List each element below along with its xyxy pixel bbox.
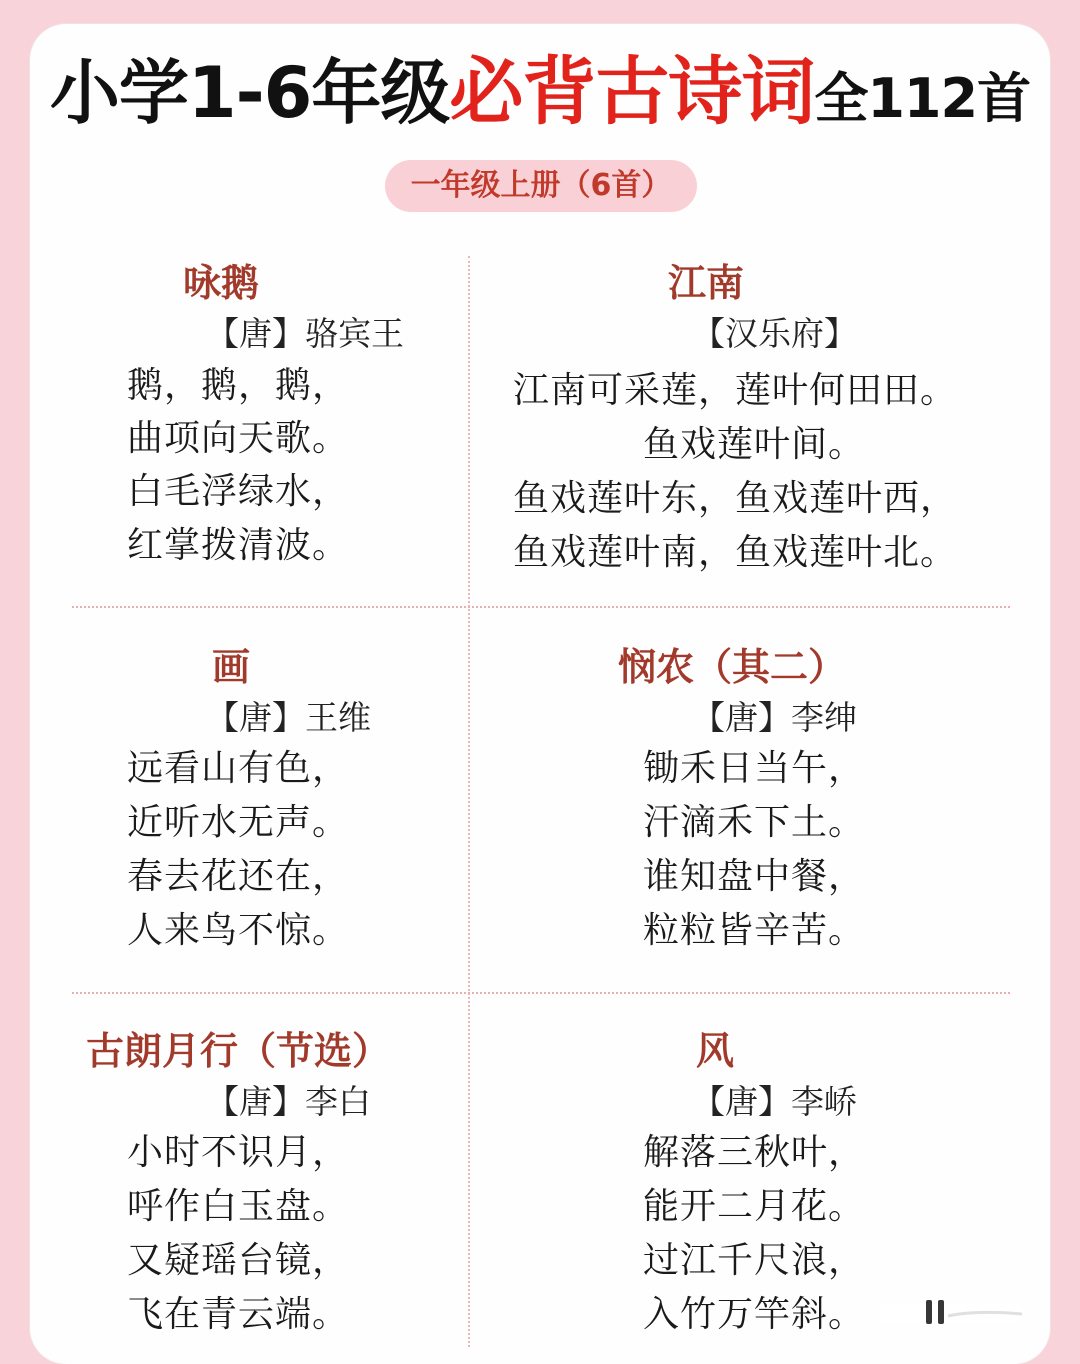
poem-line: 飞在青云端。 — [127, 1294, 350, 1335]
poem-line: 又疑瑶台镜， — [127, 1240, 350, 1281]
title-part-2: 必背古诗词 — [449, 49, 815, 135]
poem-title-gu-lang-yue-xing: 古朗月行（节选） — [86, 1029, 391, 1073]
poem-title-feng: 风 — [696, 1029, 735, 1073]
poem-line: 鱼戏莲叶东，鱼戏莲叶西， — [513, 478, 958, 519]
poem-author-hua: 【唐】王维 — [206, 698, 371, 737]
poem-author-jiang-nan: 【汉乐府】 — [692, 314, 857, 353]
poem-line: 人来鸟不惊。 — [127, 910, 350, 951]
poem-title-min-nong: 悯农（其二） — [618, 645, 847, 689]
poem-line: 锄禾日当午， — [643, 748, 866, 789]
poem-line: 近听水无声。 — [127, 802, 350, 843]
poem-line: 入竹万竿斜。 — [643, 1294, 866, 1335]
poem-title-jiang-nan: 江南 — [668, 261, 745, 305]
poem-line: 能开二月花。 — [643, 1186, 866, 1227]
poem-line: 解落三秋叶， — [643, 1132, 866, 1173]
poem-line: 曲项向天歌。 — [127, 418, 350, 459]
title-part-3: 全112首 — [814, 67, 1031, 130]
poem-line: 呼作白玉盘。 — [127, 1186, 350, 1227]
poem-author-gu-lang-yue-xing: 【唐】李白 — [206, 1082, 371, 1121]
poem-line: 春去花还在， — [127, 856, 350, 897]
poem-line: 江南可采莲，莲叶何田田。 — [513, 370, 958, 411]
poem-line: 鹅，鹅，鹅， — [127, 365, 350, 406]
poem-line: 白毛浮绿水， — [127, 471, 350, 512]
poem-line: 过江千尺浪， — [643, 1240, 866, 1281]
poem-line: 鱼戏莲叶间。 — [643, 424, 866, 465]
poem-author-min-nong: 【唐】李绅 — [692, 698, 857, 737]
poem-line: 谁知盘中餐， — [643, 856, 866, 897]
poem-author-feng: 【唐】李峤 — [692, 1082, 857, 1121]
row-divider-1 — [72, 606, 1010, 608]
watermark-icon — [876, 1296, 1026, 1330]
poem-title-yong-e: 咏鹅 — [183, 261, 260, 305]
row-divider-2 — [72, 992, 1010, 994]
poem-line: 粒粒皆辛苦。 — [643, 910, 866, 951]
poem-line: 远看山有色， — [127, 748, 350, 789]
poem-author-yong-e: 【唐】骆宾王 — [206, 314, 404, 353]
poem-line: 汗滴禾下土。 — [643, 802, 866, 843]
title-part-1: 小学1-6年级 — [49, 52, 450, 134]
poem-line: 鱼戏莲叶南，鱼戏莲叶北。 — [513, 532, 958, 573]
page-title — [0, 49, 1080, 135]
column-divider — [468, 256, 470, 1347]
poem-title-hua: 画 — [212, 645, 251, 689]
grade-label: 一年级上册（6首） — [385, 160, 697, 212]
poem-line: 红掌拨清波。 — [127, 525, 350, 566]
poem-line: 小时不识月， — [127, 1132, 350, 1173]
